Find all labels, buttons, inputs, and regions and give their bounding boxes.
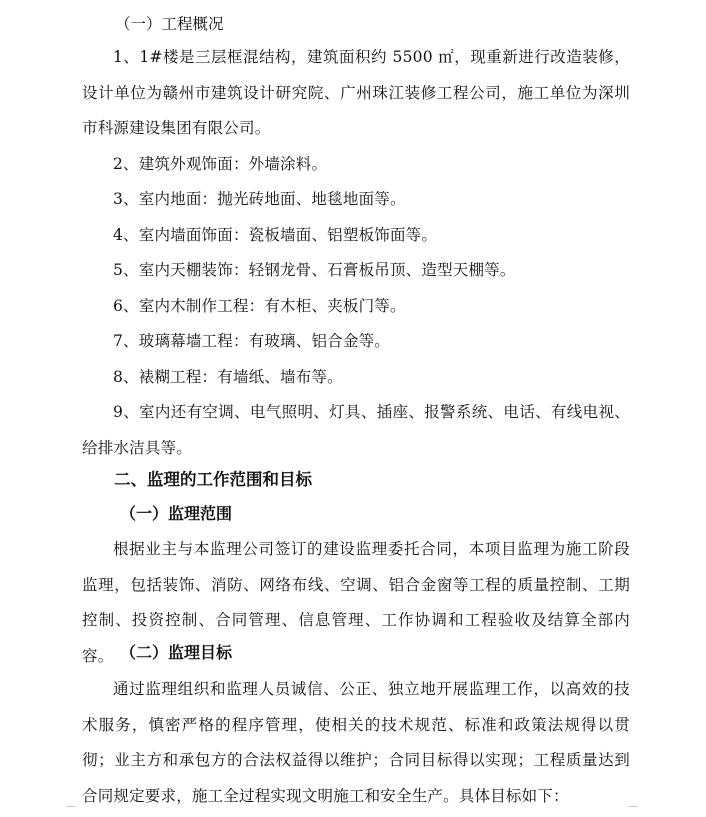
overview-heading: （一）工程概况 xyxy=(115,15,224,33)
item-5: 5、室内天棚装饰：轻钢龙骨、石膏板吊顶、造型天棚等。 xyxy=(113,261,516,279)
goal-heading: （二）监理目标 xyxy=(120,643,233,662)
item-8: 8、裱糊工程：有墙纸、墙布等。 xyxy=(113,368,343,386)
item-1: 1、1#楼是三层框混结构，建筑面积约 5500 ㎡，现重新进行改造装修，设计单位为赣州市建筑设计研究院、广州珠江装修工程公司，施工单位为深圳市科源建设集团有限公司。 xyxy=(82,48,630,137)
item-4: 4、室内墙面饰面：瓷板墙面、铝塑板饰面等。 xyxy=(113,226,438,244)
section-2-heading: 二、监理的工作范围和目标 xyxy=(114,470,312,489)
item-7: 7、玻璃幕墙工程：有玻璃、铝合金等。 xyxy=(113,332,390,350)
page-corner-mark-left xyxy=(66,806,76,817)
item-2: 2、建筑外观饰面：外墙涂料。 xyxy=(113,155,328,173)
scope-heading: （一）监理范围 xyxy=(120,504,233,523)
goal-text: 通过监理组织和监理人员诚信、公正、独立地开展监理工作，以高效的技术服务，慎密严格的程序管理，使相关的技术规范、标准和政策法规得以贯彻；业主方和承包方的合法权益得以维护；合同目标得以实现；工程质量达到合同规定要求，施工全过程实现文明施工和安全生产。具体目标如下： xyxy=(82,680,630,805)
scope-text: 根据业主与本监理公司签订的建设监理委托合同，本项目监理为施工阶段监理，包括装饰、消防、网络布线、空调、铝合金窗等工程的质量控制、工期控制、投资控制、合同管理、信息管理、工作协调和工程验收及结算全部内容。 xyxy=(82,540,630,665)
item-6: 6、室内木制作工程：有木柜、夹板门等。 xyxy=(113,297,406,315)
item-9: 9、室内还有空调、电气照明、灯具、插座、报警系统、电话、有线电视、给排水洁具等。 xyxy=(82,403,630,457)
page-corner-mark-right xyxy=(628,806,638,817)
item-3: 3、室内地面：抛光砖地面、地毯地面等。 xyxy=(113,190,406,208)
